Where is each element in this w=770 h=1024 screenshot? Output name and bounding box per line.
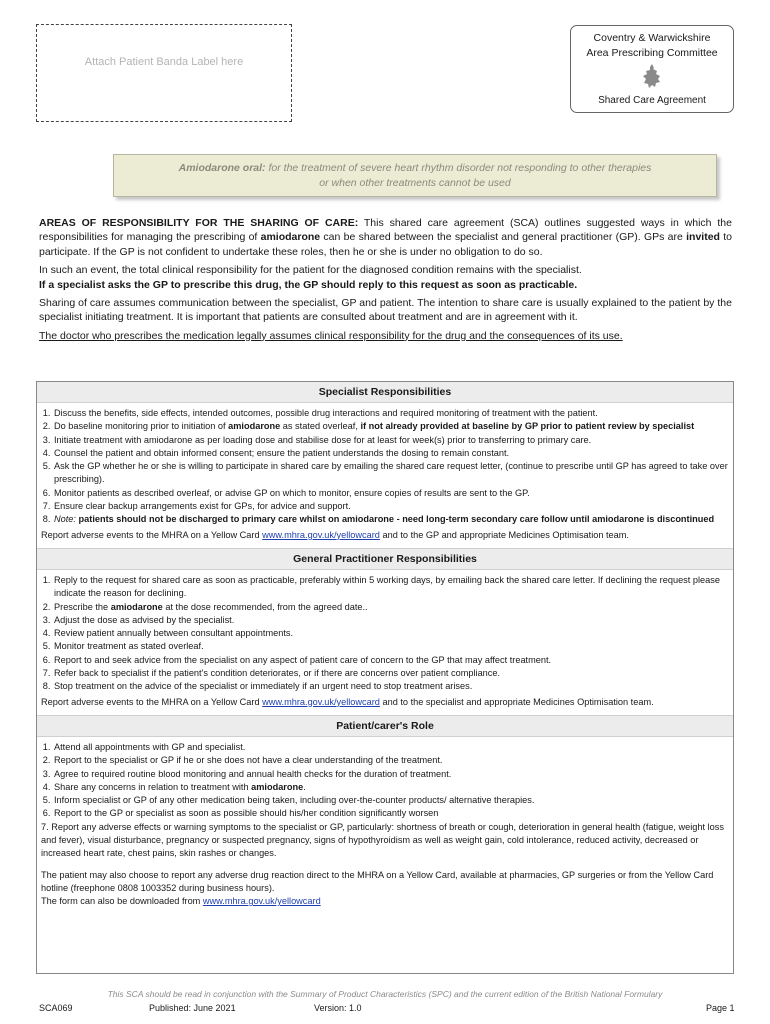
committee-line-2: Area Prescribing Committee xyxy=(586,47,718,59)
list-item: 2. Do baseline monitoring prior to initiation of amiodarone as stated overleaf, if not already provided at baseline by GP prior to patient review by specialist xyxy=(53,420,728,433)
list-item: 6. Report to and seek advice from the specialist on any aspect of patient care of concern to the GP that may affect treatment. xyxy=(53,654,728,667)
list-item: 4. Counsel the patient and obtain informed consent; ensure the patient understands the dosing to remain constant. xyxy=(53,447,728,460)
shared-care-agreement-label: Shared Care Agreement xyxy=(598,95,706,106)
intro-section xyxy=(39,216,732,347)
title-line-1 xyxy=(114,161,716,176)
footer-note: This SCA should be read in conjunction with the Summary of Product Characteristics (SPC) and the current edition of the British National Formulary xyxy=(107,989,663,999)
committee-line-1: Coventry & Warwickshire xyxy=(593,32,711,44)
list-item: 4. Review patient annually between consultant appointments. xyxy=(53,627,728,640)
patient-yellow-card-note: The patient may also choose to report any adverse drug reaction direct to the MHRA on a Yellow Card, available at pharmacies, GP surgeries or from the Yellow Card hotline (freephone 0808 1003352 during business hours). xyxy=(41,869,714,893)
intro-heading: AREAS OF RESPONSIBILITY FOR THE SHARING OF CARE: xyxy=(39,217,359,229)
list-item: 5. Monitor treatment as stated overleaf. xyxy=(53,640,728,653)
intro-paragraph-1: AREAS OF RESPONSIBILITY FOR THE SHARING OF CARE: This shared care agreement (SCA) outlines suggested ways in which the responsibilities for managing the prescribing of amiodarone can be shared between the specialist and general practitioner (GP). GPs are invited to participate. If the GP is not confident to undertake these roles, then he or she is under no obligation to do so. xyxy=(39,217,732,258)
list-item: 1. Discuss the benefits, side effects, intended outcomes, possible drug interactions and required monitoring of treatment with the patient. xyxy=(53,407,728,420)
intro-paragraph-2: In such an event, the total clinical responsibility for the patient for the diagnosed condition remains with the specialist. xyxy=(39,264,582,277)
list-item: 1. Attend all appointments with GP and specialist. xyxy=(53,741,728,754)
patient-section xyxy=(37,737,733,913)
list-item: 4. Share any concerns in relation to treatment with amiodarone. xyxy=(53,781,728,794)
footer-version: Version: 1.0 xyxy=(314,1003,362,1013)
title-line-2: or when other treatments cannot be used xyxy=(319,177,511,189)
list-item: 8. Stop treatment on the advice of the specialist or immediately if an urgent need to stop treatment arises. xyxy=(53,680,728,693)
yellowcard-link[interactable]: www.mhra.gov.uk/yellowcard xyxy=(202,896,321,907)
list-item: 5. Ask the GP whether he or she is willing to participate in shared care by emailing the shared care request letter, (continue to prescribe until GP has agreed to take over prescribing). xyxy=(53,460,728,487)
footer-published: Published: June 2021 xyxy=(149,1003,236,1013)
list-item: 2. Prescribe the amiodarone at the dose recommended, from the agreed date.. xyxy=(53,601,728,614)
list-item: 1. Reply to the request for shared care as soon as practicable, preferably within 5 working days, by emailing back the shared care letter. If declining the request please indicate the reason for declining. xyxy=(53,574,728,601)
title-drug: Amiodarone oral: xyxy=(178,162,266,174)
responsibilities-box xyxy=(36,381,734,974)
yellowcard-link[interactable]: www.mhra.gov.uk/yellowcard xyxy=(262,529,380,540)
footer-page: Page 1 xyxy=(706,1003,735,1013)
intro-paragraph-4: Sharing of care assumes communication between the specialist, GP and patient. The intention to share care is usually explained to the patient by the specialist initiating treatment. It is important that patients are consulted about treatment and are in agreement with it. xyxy=(39,297,732,324)
specialist-section xyxy=(37,403,733,548)
specialist-heading: Specialist Responsibilities xyxy=(37,382,733,403)
list-item: 2. Report to the specialist or GP if he or she does not have a clear understanding of the treatment. xyxy=(53,754,728,767)
gp-heading: General Practitioner Responsibilities xyxy=(37,548,733,570)
patient-label-box xyxy=(36,24,292,122)
intro-paragraph-3: If a specialist asks the GP to prescribe this drug, the GP should reply to this request as soon as practicable. xyxy=(39,278,578,291)
list-item: 7. Ensure clear backup arrangements exist for GPs, for advice and support. xyxy=(53,500,728,513)
title-indication: for the treatment of severe heart rhythm disorder not responding to other therapies xyxy=(268,162,652,174)
patient-heading: Patient/carer's Role xyxy=(37,715,733,737)
list-item: 5. Inform specialist or GP of any other medication being taken, including over-the-counter products/ alternative therapies. xyxy=(53,794,728,807)
specialist-report-line: Report adverse events to the MHRA on a Yellow Card www.mhra.gov.uk/yellowcard and to the GP and appropriate Medicines Optimisation team. xyxy=(41,529,629,540)
list-item: 3. Agree to required routine blood monitoring and annual health checks for the duration of treatment. xyxy=(53,768,728,781)
list-item: 3. Adjust the dose as advised by the specialist. xyxy=(53,614,728,627)
patient-download-line: The form can also be downloaded from www.mhra.gov.uk/yellowcard xyxy=(41,896,321,907)
list-item: 6. Monitor patients as described overleaf, or advise GP on which to monitor, ensure copies of results are sent to the GP. xyxy=(53,487,728,500)
patient-label-placeholder: Attach Patient Banda Label here xyxy=(84,56,244,68)
yellowcard-link[interactable]: www.mhra.gov.uk/yellowcard xyxy=(262,696,380,707)
footer-code: SCA069 xyxy=(39,1003,73,1013)
gp-report-line: Report adverse events to the MHRA on a Yellow Card www.mhra.gov.uk/yellowcard and to the specialist and appropriate Medicines Optimisation team. xyxy=(41,696,654,707)
warwickshire-crest-icon xyxy=(641,63,663,89)
patient-item-7: 7. Report any adverse effects or warning symptoms to the specialist or GP, particularly: shortness of breath or cough, deterioration in general health (fatigue, weight loss and fever), visual disturbance, pregnancy or suspected pregnancy, signs of hypothyroidism as well as weight gain, cold intolerance, reduced activity, decreased or increased heart rate, chest pains, skin rashes or changes. xyxy=(41,821,724,859)
list-item: 7. Refer back to specialist if the patient's condition deteriorates, or if there are concerns over patient compliance. xyxy=(53,667,728,680)
list-item: 8. Note: patients should not be discharged to primary care whilst on amiodarone - need long-term secondary care follow until amiodarone is discontinued xyxy=(53,513,728,526)
list-item: 3. Initiate treatment with amiodarone as per loading dose and stabilise dose for at least for week(s) prior to transferring to primary care. xyxy=(53,434,728,447)
committee-box xyxy=(570,25,734,113)
intro-paragraph-5: The doctor who prescribes the medication legally assumes clinical responsibility for the drug and the consequences of its use. xyxy=(39,329,623,342)
gp-section xyxy=(37,570,733,715)
list-item: 6. Report to the GP or specialist as soon as possible should his/her condition significantly worsen xyxy=(53,807,728,820)
drug-title-box xyxy=(113,154,717,197)
